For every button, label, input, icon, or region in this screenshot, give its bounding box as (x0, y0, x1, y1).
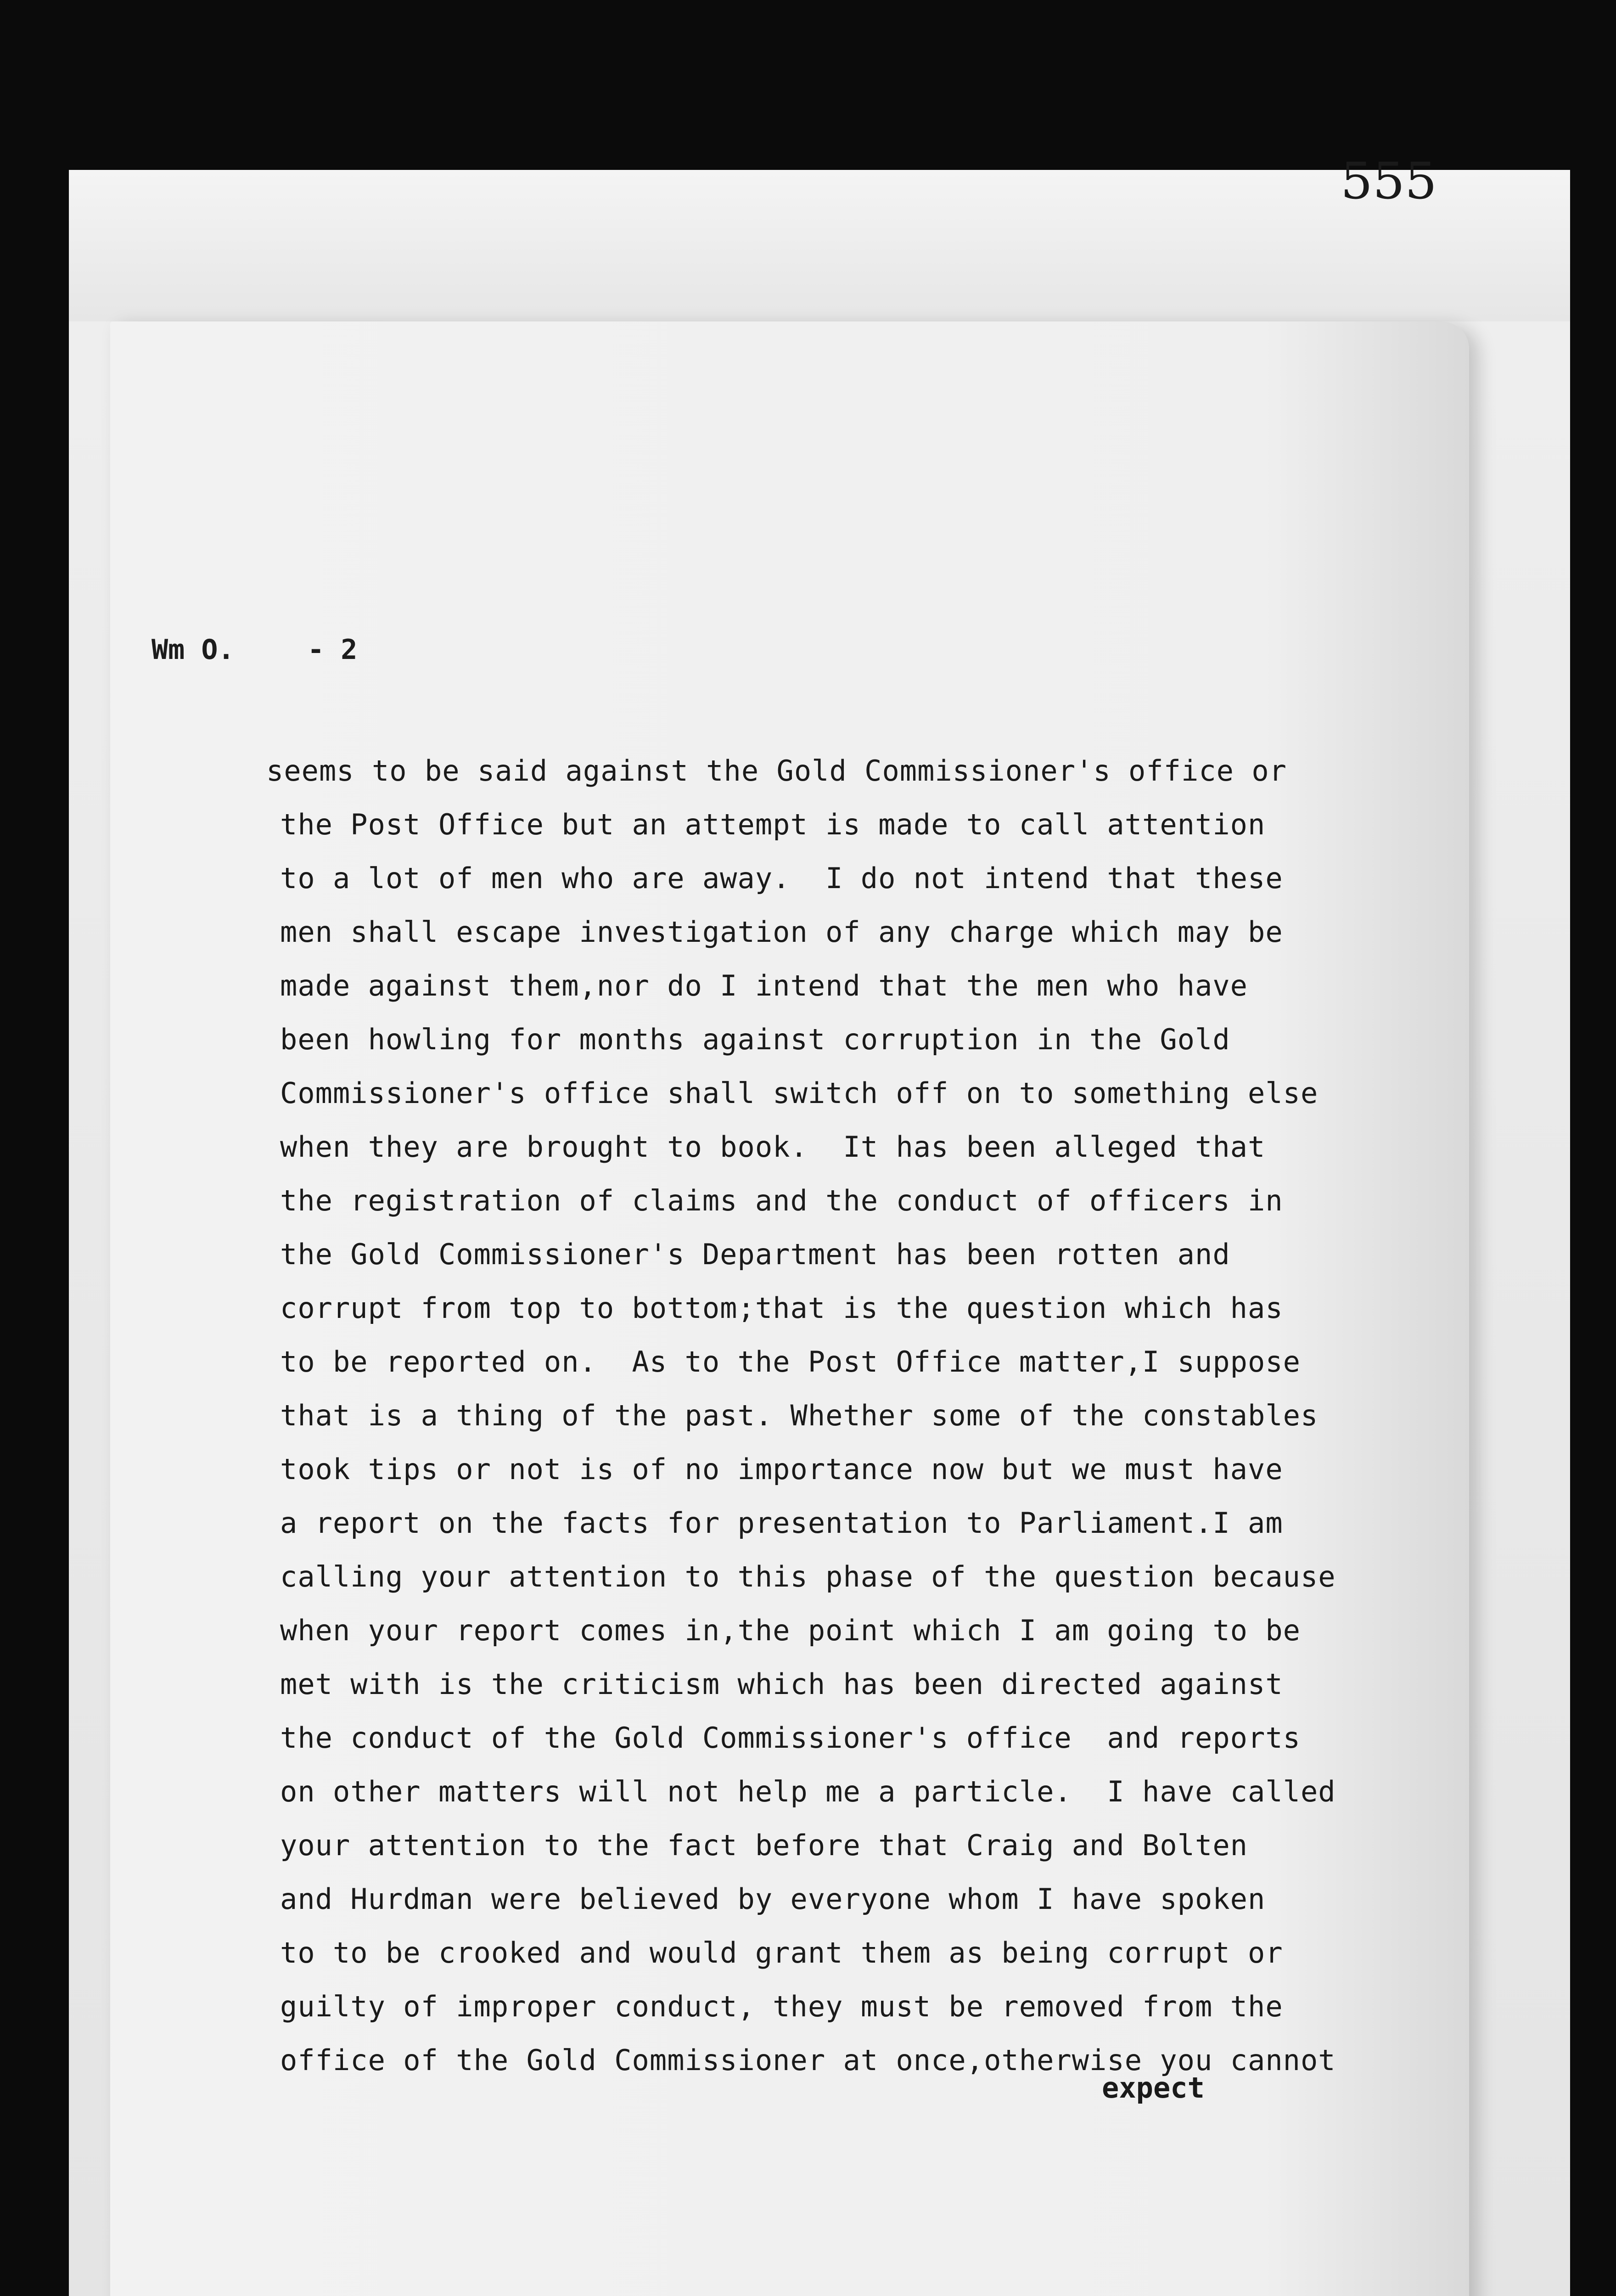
body-line: the Post Office but an attempt is made to call attention (280, 808, 1266, 841)
body-line: Commissioner's office shall switch off on to something else (280, 1076, 1319, 1110)
letter-body (266, 744, 1336, 2087)
body-line: on other matters will not help me a particle. I have called (280, 1775, 1336, 1808)
body-line: the Gold Commissioner's Department has been rotten and (280, 1238, 1230, 1271)
body-line: corrupt from top to bottom;that is the question which has (280, 1291, 1283, 1325)
body-line: to to be crooked and would grant them as being corrupt or (280, 1936, 1283, 1970)
body-line: the registration of claims and the conduct of officers in (280, 1184, 1283, 1217)
body-line: the conduct of the Gold Commissioner's office and reports (280, 1721, 1301, 1755)
body-line: office of the Gold Commissioner at once,otherwise you cannot (280, 2043, 1336, 2077)
body-line: and Hurdman were believed by everyone whom I have spoken (280, 1882, 1266, 1916)
body-line: a report on the facts for presentation to Parliament.I am (280, 1506, 1283, 1540)
body-line: made against them,nor do I intend that the men who have (280, 969, 1248, 1002)
body-line: seems to be said against the Gold Commissioner's office or (266, 754, 1287, 788)
body-line: been howling for months against corruption in the Gold (280, 1023, 1230, 1056)
body-line: to be reported on. As to the Post Office matter,I suppose (280, 1345, 1301, 1379)
body-line: to a lot of men who are away. I do not intend that these (280, 861, 1283, 895)
body-line: took tips or not is of no importance now but we must have (280, 1452, 1283, 1486)
body-line: when your report comes in,the point which I am going to be (280, 1614, 1301, 1647)
body-line: your attention to the fact before that Craig and Bolten (280, 1829, 1248, 1862)
page-number: 555 (1341, 152, 1437, 210)
body-line: that is a thing of the past. Whether some of the constables (280, 1399, 1319, 1432)
body-line: guilty of improper conduct, they must be removed from the (280, 1990, 1283, 2023)
body-line: met with is the criticism which has been directed against (280, 1667, 1283, 1701)
page-indicator: - 2 (308, 634, 358, 666)
body-line: men shall escape investigation of any charge which may be (280, 915, 1283, 949)
catchword: expect (1102, 2071, 1205, 2105)
body-line: when they are brought to book. It has been alleged that (280, 1130, 1266, 1164)
body-line: calling your attention to this phase of the question because (280, 1560, 1336, 1593)
recipient-header: Wm O. (152, 634, 235, 666)
